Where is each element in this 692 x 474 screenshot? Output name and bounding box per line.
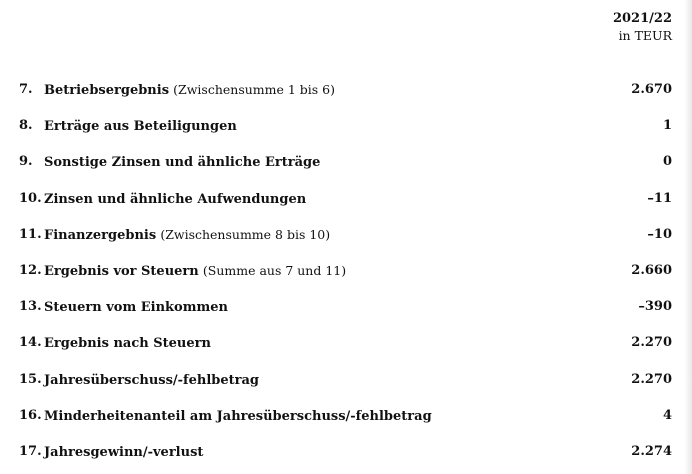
row-label-main: Ergebnis vor Steuern	[44, 263, 199, 279]
row-value: 4	[662, 407, 672, 423]
row-number: 7.	[19, 82, 33, 97]
row-number: 12.	[19, 262, 42, 278]
row-number: 14.	[19, 335, 42, 351]
row-label	[44, 191, 306, 207]
row-number: 13.	[19, 299, 42, 315]
row-label	[44, 444, 203, 460]
row-label	[44, 408, 432, 424]
table-row	[0, 181, 692, 217]
table-row	[0, 362, 692, 398]
row-number: 15.	[19, 371, 42, 387]
row-label-main: Sonstige Zinsen und ähnliche Erträge	[44, 155, 321, 171]
row-value: –390	[638, 299, 672, 315]
row-value: –10	[647, 226, 672, 242]
income-statement-table	[0, 72, 692, 470]
row-label-main: Minderheitenanteil am Jahresüberschuss/-fehlbetrag	[44, 408, 432, 424]
row-label-main: Erträge aus Beteiligungen	[44, 119, 237, 135]
row-value: 2.274	[631, 443, 672, 459]
row-label	[44, 335, 211, 351]
row-label-main: Finanzergebnis	[44, 227, 157, 243]
row-number: 11.	[19, 226, 42, 242]
row-label	[44, 227, 330, 243]
row-label-main: Ergebnis nach Steuern	[44, 336, 211, 352]
row-value: –11	[647, 190, 672, 206]
unit-label: in TEUR	[618, 28, 672, 43]
row-label	[44, 118, 237, 134]
row-label	[44, 299, 228, 315]
row-number: 16.	[19, 407, 42, 423]
row-value: 2.270	[631, 335, 672, 351]
row-label-note: (Summe aus 7 und 11)	[202, 262, 347, 278]
row-number: 10.	[19, 190, 42, 206]
row-label-main: Jahresgewinn/-verlust	[44, 444, 204, 460]
table-row	[0, 108, 692, 144]
row-label-note: (Zwischensumme 1 bis 6)	[173, 82, 336, 97]
row-label-main: Steuern vom Einkommen	[44, 300, 228, 316]
table-row	[0, 217, 692, 253]
table-row	[0, 289, 692, 325]
row-value: 1	[662, 118, 672, 134]
row-label-note: (Zwischensumme 8 bis 10)	[160, 226, 331, 242]
row-number: 8.	[19, 118, 33, 134]
row-label-main: Betriebsergebnis	[44, 83, 170, 98]
table-row	[0, 398, 692, 434]
column-header	[613, 10, 672, 45]
row-value: 2.670	[631, 82, 672, 97]
row-number: 9.	[19, 154, 33, 170]
row-label	[44, 82, 335, 98]
row-value: 0	[662, 154, 672, 170]
table-row	[0, 325, 692, 361]
row-label	[44, 372, 259, 388]
table-row	[0, 72, 692, 108]
fiscal-year-label: 2021/22	[612, 11, 672, 26]
row-number: 17.	[19, 443, 42, 459]
row-label-main: Jahresüberschuss/-fehlbetrag	[44, 372, 260, 388]
row-value: 2.270	[631, 371, 672, 387]
row-label-main: Zinsen und ähnliche Aufwendungen	[44, 191, 307, 207]
table-row	[0, 434, 692, 470]
row-label	[44, 263, 346, 279]
row-value: 2.660	[631, 262, 672, 278]
row-label	[44, 154, 320, 170]
table-row	[0, 144, 692, 180]
table-row	[0, 253, 692, 289]
